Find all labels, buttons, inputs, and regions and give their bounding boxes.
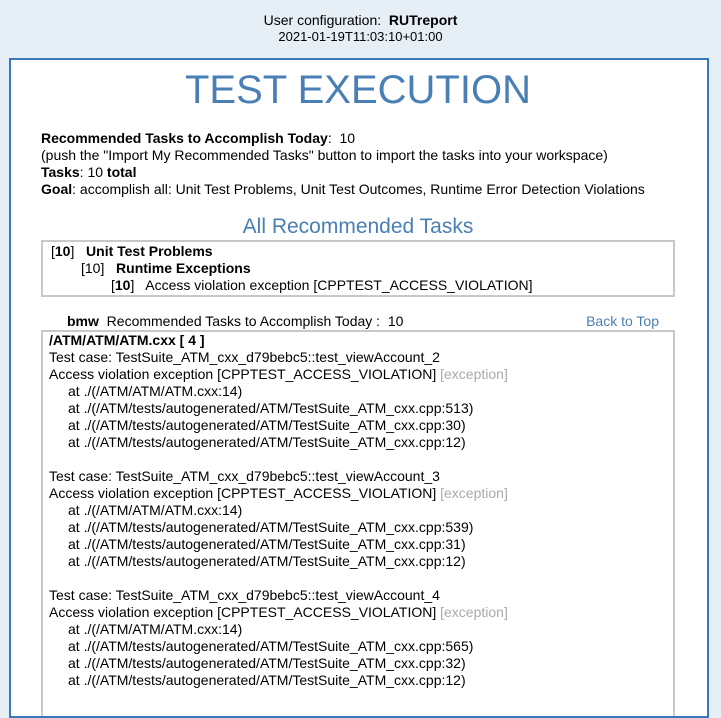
test-case-message: [49, 604, 667, 621]
file-heading[interactable]: /ATM/ATM/ATM.cxx [ 4 ]: [49, 332, 205, 348]
tree-label: Runtime Exceptions: [116, 260, 251, 276]
test-case-message: [49, 366, 667, 383]
stack-frame[interactable]: at ./(/ATM/tests/autogenerated/ATM/TestSuite_ATM_cxx.cpp:513): [68, 400, 474, 416]
test-case: [49, 587, 667, 689]
goal-label: Goal: [41, 181, 73, 197]
stack-frame[interactable]: at ./(/ATM/tests/autogenerated/ATM/TestSuite_ATM_cxx.cpp:12): [68, 672, 466, 688]
test-case-title: Test case: TestSuite_ATM_cxx_d79bebc5::test_viewAccount_2: [49, 349, 440, 365]
stack-frame[interactable]: at ./(/ATM/tests/autogenerated/ATM/TestSuite_ATM_cxx.cpp:31): [68, 536, 466, 552]
stack-frame[interactable]: at ./(/ATM/tests/autogenerated/ATM/TestSuite_ATM_cxx.cpp:30): [68, 417, 466, 433]
config-label: User configuration:: [263, 12, 382, 28]
page-title: TEST EXECUTION: [185, 68, 531, 112]
tree-item-runtime-exceptions[interactable]: [10] Runtime Exceptions: [81, 260, 251, 276]
summary: [41, 130, 675, 198]
user-value: 10: [387, 313, 404, 329]
tasks-line: Tasks: 10 total: [41, 164, 137, 180]
exception-message: Access violation exception [CPPTEST_ACCESS_VIOLATION]: [49, 366, 437, 382]
test-case: [49, 349, 667, 451]
tasks-suffix: total: [106, 164, 137, 180]
exception-message: Access violation exception [CPPTEST_ACCESS_VIOLATION]: [49, 485, 437, 501]
tree-item-unit-test-problems[interactable]: [10] Unit Test Problems: [51, 243, 213, 259]
test-case-title: Test case: TestSuite_ATM_cxx_d79bebc5::test_viewAccount_4: [49, 587, 440, 603]
file-path: /ATM/ATM/ATM.cxx: [49, 332, 176, 348]
config-value: RUTreport: [388, 12, 458, 28]
tasks-value: 10: [87, 164, 104, 180]
user-configuration: [0, 12, 721, 29]
stack-frame[interactable]: at ./(/ATM/tests/autogenerated/ATM/TestSuite_ATM_cxx.cpp:565): [68, 638, 474, 654]
task-details: [41, 330, 675, 718]
report-header: [0, 0, 721, 46]
import-hint: (push the "Import My Recommended Tasks" button to import the tasks into your workspace): [41, 147, 608, 163]
back-to-top-link[interactable]: Back to Top: [586, 313, 659, 329]
stack-frame[interactable]: at ./(/ATM/tests/autogenerated/ATM/TestSuite_ATM_cxx.cpp:12): [68, 553, 466, 569]
stack-frame[interactable]: at ./(/ATM/ATM/ATM.cxx:14): [68, 502, 243, 518]
tree-label: Unit Test Problems: [86, 243, 213, 259]
recommended-label: Recommended Tasks to Accomplish Today: [41, 130, 328, 146]
tree-count: 10: [84, 260, 101, 276]
test-case-title: Test case: TestSuite_ATM_cxx_d79bebc5::test_viewAccount_3: [49, 468, 440, 484]
stack-frame[interactable]: at ./(/ATM/ATM/ATM.cxx:14): [68, 383, 243, 399]
goal-line: Goal: accomplish all: Unit Test Problems, Unit Test Outcomes, Runtime Error Detection Violations: [41, 181, 645, 197]
section-title: All Recommended Tasks: [242, 215, 474, 238]
task-tree: [41, 240, 675, 297]
stack-frame[interactable]: at ./(/ATM/ATM/ATM.cxx:14): [68, 621, 243, 637]
file-count: 4: [188, 332, 197, 348]
recommended-line: Recommended Tasks to Accomplish Today: 10: [41, 130, 356, 146]
test-case: [49, 468, 667, 570]
user-summary: [67, 312, 403, 330]
exception-message: Access violation exception [CPPTEST_ACCESS_VIOLATION]: [49, 604, 437, 620]
user-name: bmw: [67, 313, 99, 329]
tree-count: 10: [114, 277, 131, 293]
stack-frame[interactable]: at ./(/ATM/tests/autogenerated/ATM/TestSuite_ATM_cxx.cpp:12): [68, 434, 466, 450]
test-case-message: [49, 485, 667, 502]
exception-tag: [exception]: [440, 485, 508, 501]
exception-tag: [exception]: [440, 604, 508, 620]
tree-label: Access violation exception [CPPTEST_ACCESS_VIOLATION]: [145, 277, 533, 293]
exception-tag: [exception]: [440, 366, 508, 382]
tasks-label: Tasks: [41, 164, 80, 180]
stack-frame[interactable]: at ./(/ATM/tests/autogenerated/ATM/TestSuite_ATM_cxx.cpp:539): [68, 519, 474, 535]
report-panel: [9, 58, 709, 718]
recommended-value: 10: [339, 130, 356, 146]
goal-text: accomplish all: Unit Test Problems, Unit Test Outcomes, Runtime Error Detection Violations: [79, 181, 645, 197]
tree-item-access-violation[interactable]: [10] Access violation exception [CPPTEST_ACCESS_VIOLATION]: [111, 277, 533, 293]
timestamp: 2021-01-19T11:03:10+01:00: [278, 29, 443, 44]
tree-count: 10: [54, 243, 71, 259]
stack-frame[interactable]: at ./(/ATM/tests/autogenerated/ATM/TestSuite_ATM_cxx.cpp:32): [68, 655, 466, 671]
user-bar: [41, 312, 675, 330]
user-label: Recommended Tasks to Accomplish Today :: [106, 313, 381, 329]
